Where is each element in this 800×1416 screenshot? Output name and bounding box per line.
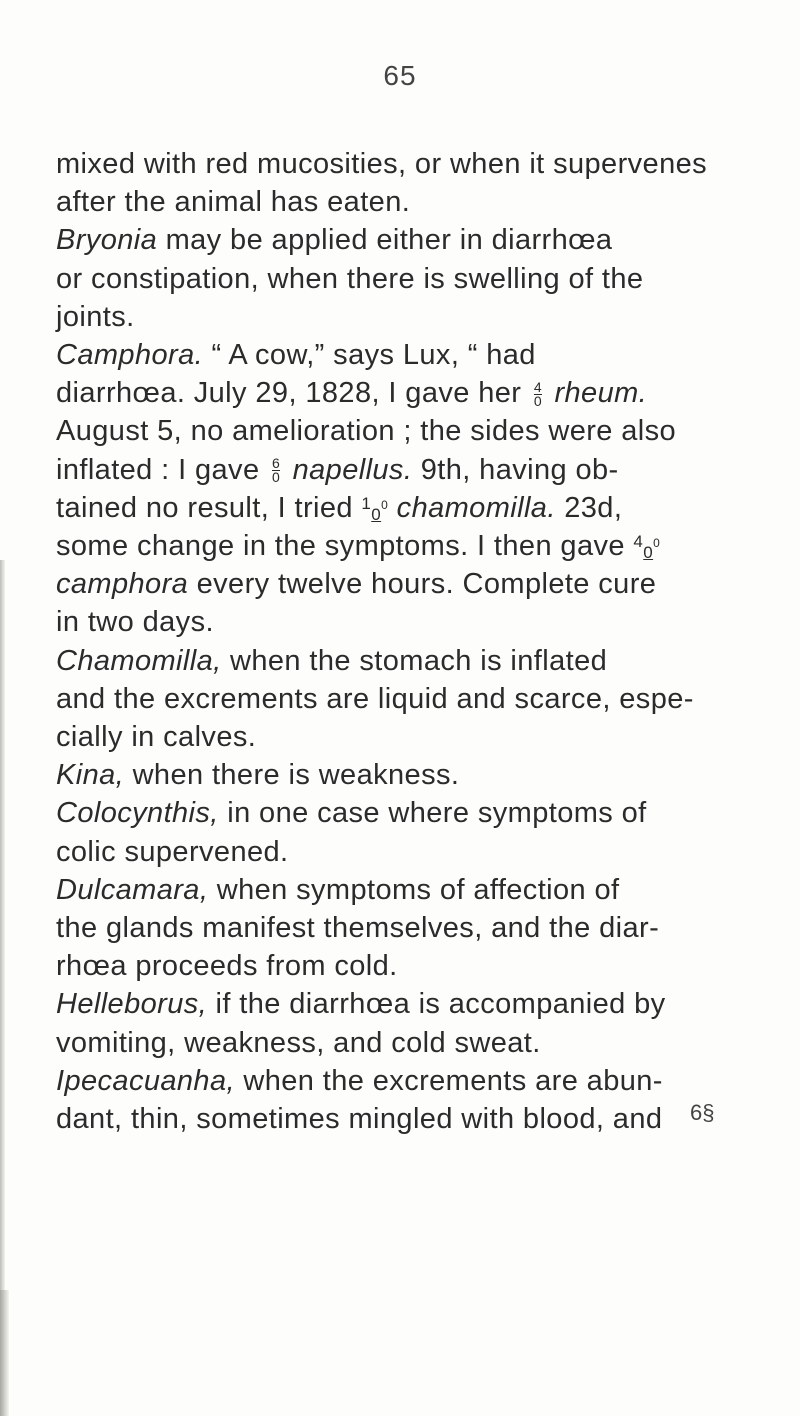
page-number: 65 <box>383 60 417 91</box>
italic-term: Helleborus, <box>56 988 208 1021</box>
binding-shadow-lower <box>0 1290 9 1416</box>
italic-term: Dulcamara, <box>56 873 209 906</box>
italic-term: Chamomilla, <box>56 644 222 677</box>
binding-shadow <box>0 560 5 1416</box>
italic-term: napellus. <box>292 453 413 486</box>
text-line: some change in the symptoms. I then gave $40^0$ <box>56 530 661 562</box>
dose-mark: $10^0$ <box>361 493 389 524</box>
dose-mark: $40^0$ <box>633 531 661 562</box>
text-line: tained no result, I tried $10^0$ chamomilla. 23d, <box>56 491 623 524</box>
text-line: inflated : I gave $\frac{6}{0}$ napellus. 9th, having ob- <box>56 453 619 486</box>
italic-term: Bryonia <box>56 224 158 257</box>
italic-term: Kina, <box>56 759 125 792</box>
dose-fraction: $\frac{6}{0}$ <box>271 455 281 486</box>
text-line: diarrhœa. July 29, 1828, I gave her $\frac{4}{0}$ rheum. <box>56 377 648 410</box>
text-line: or constipation, when there is swelling of the <box>56 262 644 295</box>
text-line: Colocynthis, in one case where symptoms of <box>56 797 647 830</box>
italic-term: Colocynthis, <box>56 797 219 830</box>
italic-term: chamomilla. <box>396 491 556 524</box>
text-line: in two days. <box>56 606 214 639</box>
text-line: Bryonia may be applied either in diarrhœa <box>56 224 613 257</box>
text-line: Helleborus, if the diarrhœa is accompanied by <box>56 988 666 1021</box>
text-line: the glands manifest themselves, and the diar- <box>56 912 660 944</box>
text-line: Ipecacuanha, when the excrements are abun- <box>56 1064 663 1097</box>
text-line: Kina, when there is weakness. <box>56 759 460 792</box>
text-line: joints. <box>56 300 135 333</box>
italic-term: Ipecacuanha, <box>56 1064 235 1097</box>
text-line: colic supervened. <box>56 835 289 868</box>
text-line: August 5, no amelioration ; the sides were also <box>56 415 677 448</box>
text-line: Dulcamara, when symptoms of affection of <box>56 873 620 906</box>
text-line: Chamomilla, when the stomach is inflated <box>56 644 608 677</box>
text-line: vomiting, weakness, and cold sweat. <box>56 1026 541 1059</box>
dose-fraction: $\frac{4}{0}$ <box>533 379 542 410</box>
text-line: rhœa proceeds from cold. <box>56 950 398 983</box>
italic-term: camphora <box>56 568 189 601</box>
text-line: mixed with red mucosities, or when it supervenes <box>56 148 708 180</box>
text-line: cially in calves. <box>56 721 257 753</box>
text-line: dant, thin, sometimes mingled with blood, and <box>56 1103 663 1135</box>
italic-term: Camphora. <box>56 339 204 371</box>
italic-term: rheum. <box>554 377 648 410</box>
catchword: 6§ <box>690 1100 715 1125</box>
text-line: after the animal has eaten. <box>56 186 411 219</box>
text-line: camphora every twelve hours. Complete cure <box>56 568 657 601</box>
text-line: Camphora. “ A cow,” says Lux, “ had <box>56 339 536 371</box>
text-line: and the excrements are liquid and scarce, espe- <box>56 682 694 715</box>
